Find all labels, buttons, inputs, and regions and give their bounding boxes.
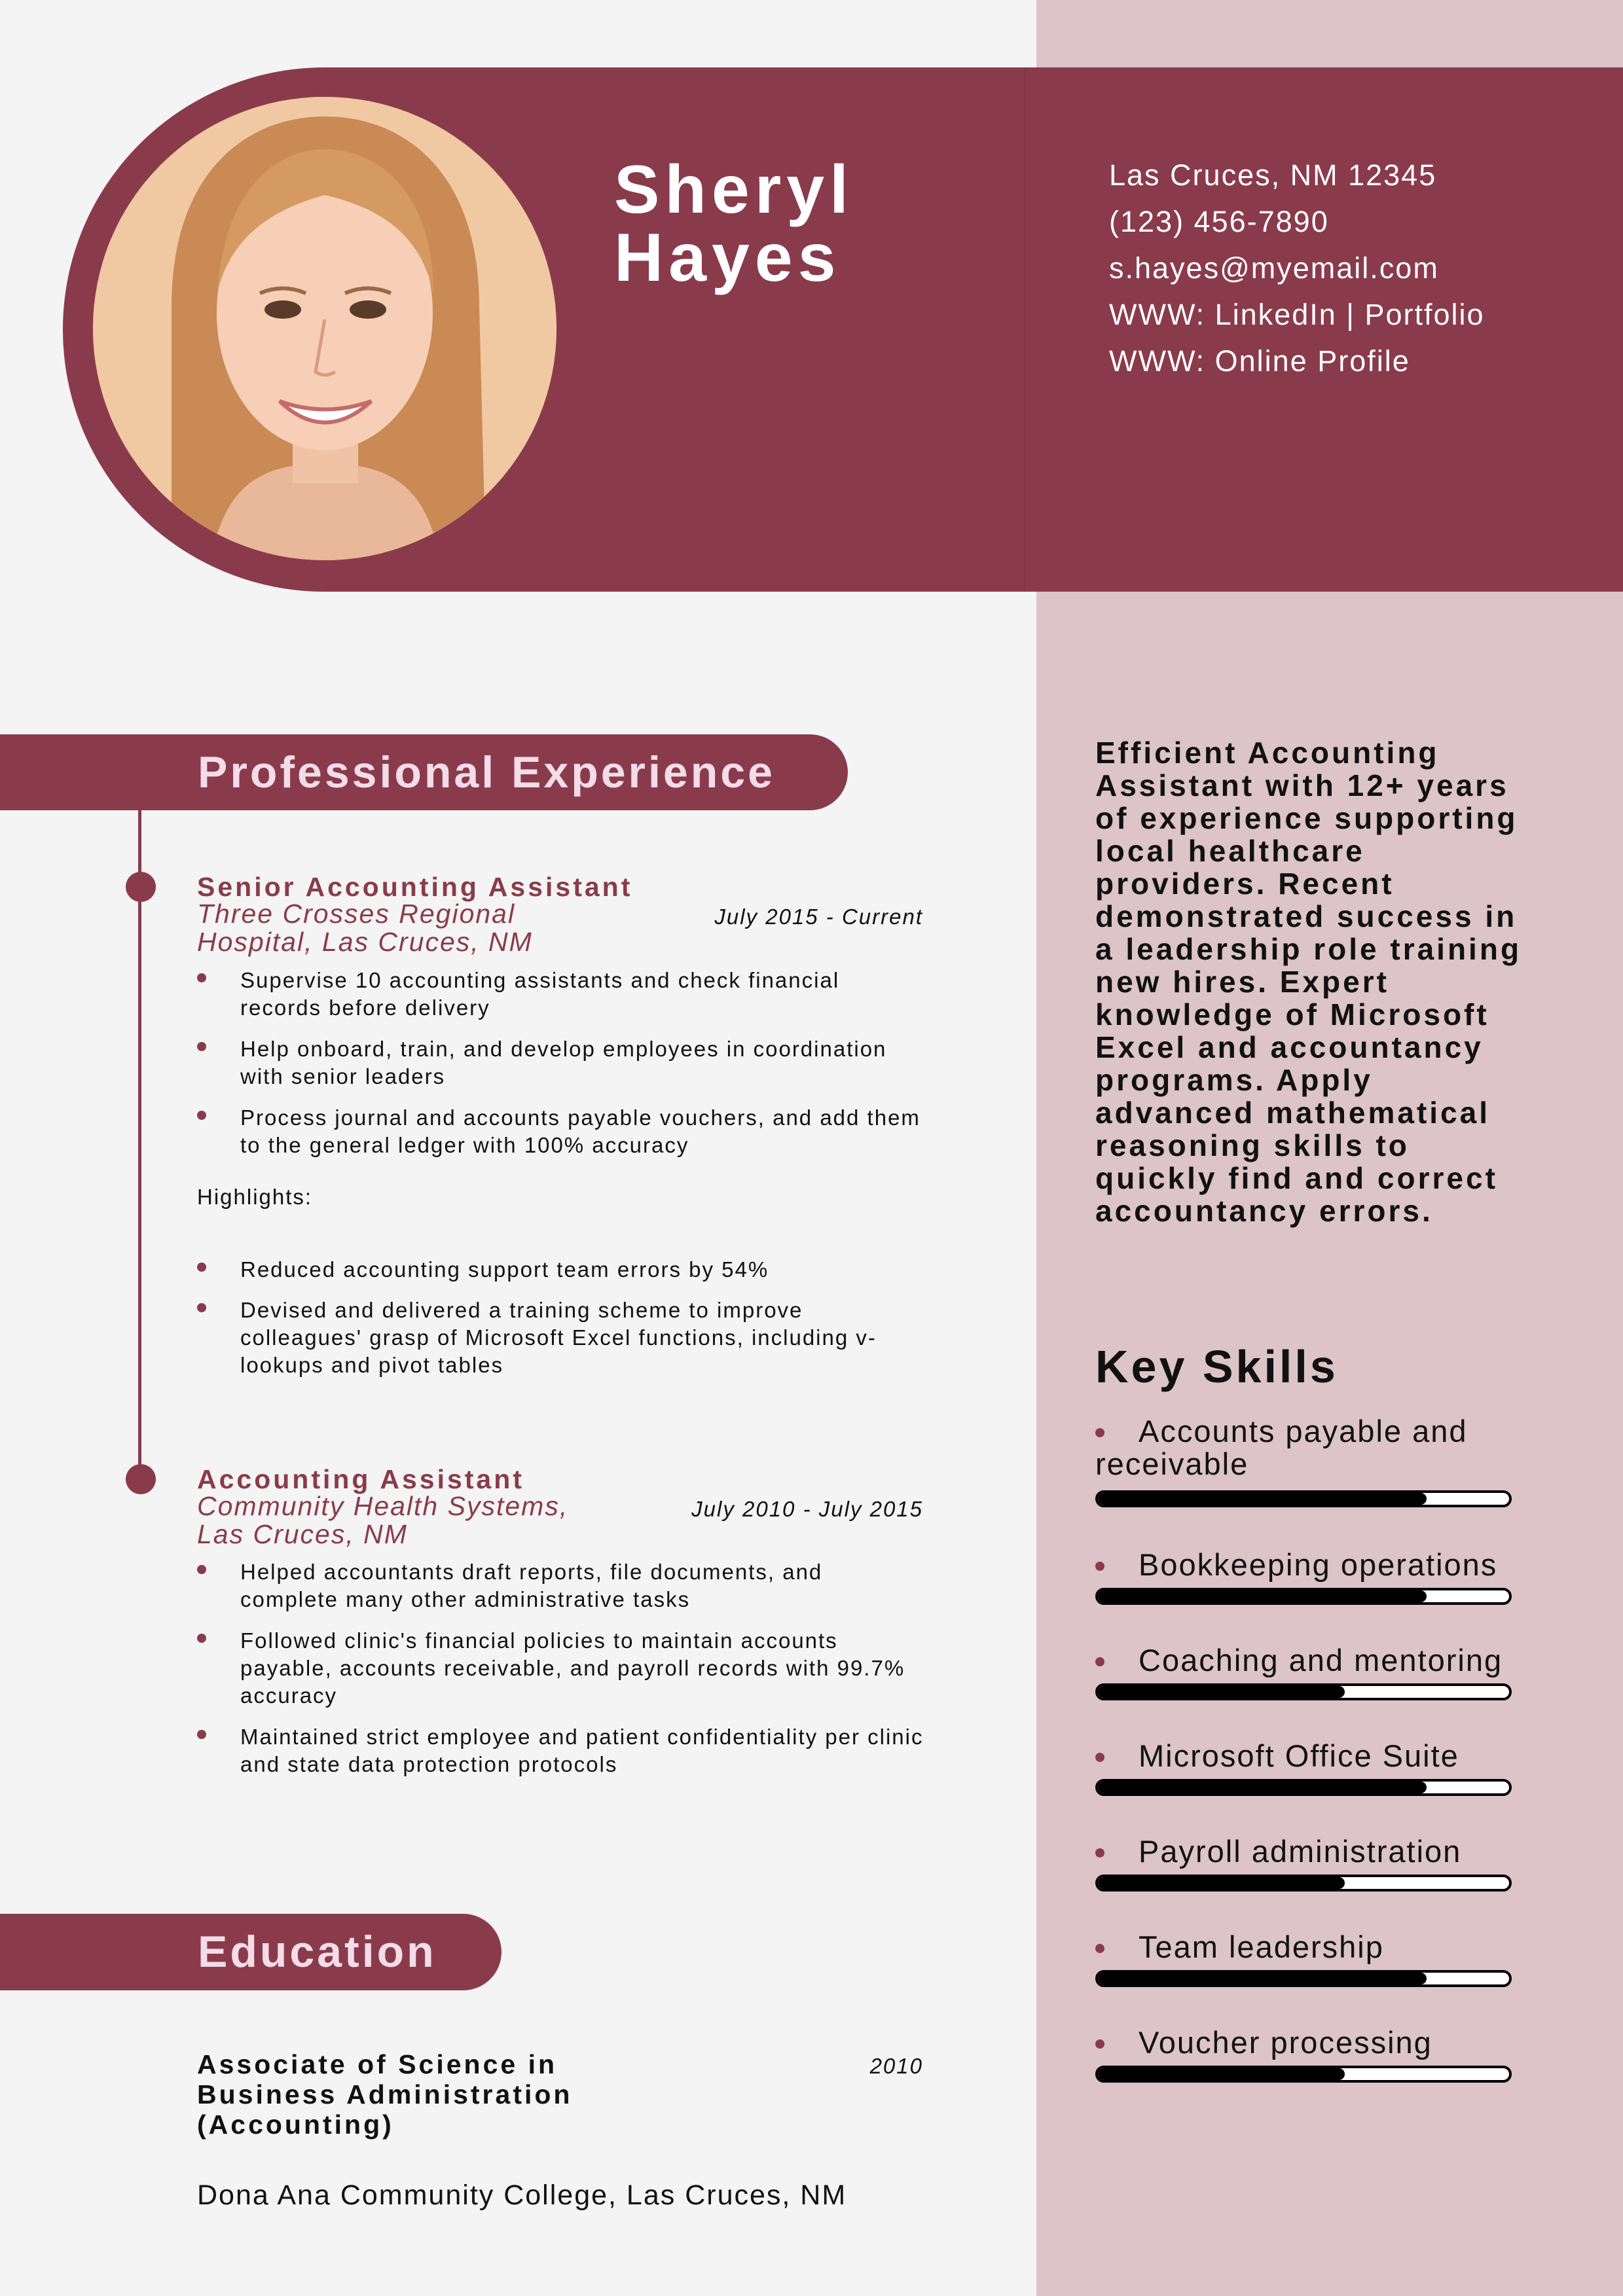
skill-label: Payroll administration <box>1139 1834 1462 1869</box>
skill-level-bar <box>1095 1588 1512 1605</box>
skill-label: Accounts payable and receivable <box>1095 1414 1468 1481</box>
timeline-dot-1 <box>126 872 156 902</box>
contact-links[interactable]: WWW: LinkedIn | Portfolio <box>1109 298 1485 331</box>
bullet-text: Reduced accounting support team errors by 54% <box>240 1257 769 1282</box>
key-skills-heading: Key Skills <box>1095 1341 1338 1392</box>
bullet-text: Maintained strict employee and patient confidentiality per clinic and state data protection protocols <box>240 1725 924 1776</box>
bullet-marker <box>197 1730 206 1739</box>
header-seam <box>1024 67 1026 592</box>
portrait-illustration <box>93 97 556 560</box>
skill-level-bar <box>1095 1970 1512 1987</box>
skill-level-fill <box>1098 1590 1427 1602</box>
skill-level-bar <box>1095 1874 1512 1892</box>
timeline-dot-2 <box>126 1464 156 1494</box>
skill-level-bar <box>1095 1490 1512 1507</box>
profile-photo <box>93 97 556 560</box>
bullet-text: Help onboard, train, and develop employees in coordination with senior leaders <box>240 1037 887 1088</box>
contact-info <box>1109 152 1485 384</box>
bullet-marker <box>197 1111 206 1120</box>
contact-email[interactable]: s.hayes@myemail.com <box>1109 251 1439 285</box>
bullet-marker <box>197 1263 206 1272</box>
skill-label: Coaching and mentoring <box>1139 1643 1503 1677</box>
skill-label: Bookkeeping operations <box>1139 1547 1498 1582</box>
bullet-marker <box>197 1634 206 1643</box>
bullet-marker <box>197 973 206 982</box>
bullet-marker <box>197 1565 206 1574</box>
bullet-marker <box>197 1303 206 1312</box>
bullet-marker <box>197 1042 206 1051</box>
skill-level-fill <box>1098 1782 1427 1793</box>
education-year: 2010 <box>869 2054 923 2078</box>
skill-level-fill <box>1098 1877 1345 1889</box>
education-school: Dona Ana Community College, Las Cruces, NM <box>197 2179 847 2211</box>
bullet-text: Devised and delivered a training scheme to improve colleagues' grasp of Microsoft Excel functions, including v-lookups and pivot tables <box>240 1298 877 1377</box>
highlights-label: Highlights: <box>197 1185 313 1209</box>
skill-level-bar <box>1095 1779 1512 1796</box>
skill-label: Team leadership <box>1139 1929 1384 1964</box>
skill-label: Voucher processing <box>1139 2025 1432 2060</box>
skill-level-fill <box>1098 1686 1345 1698</box>
education-heading <box>0 1914 501 1990</box>
job-dates: July 2010 - July 2015 <box>691 1497 923 1521</box>
skill-level-fill <box>1098 1973 1427 1984</box>
bullet-text: Followed clinic's financial policies to maintain accounts payable, accounts receivable, and payroll records with 99.7% accuracy <box>240 1628 905 1708</box>
skill-level-bar <box>1095 1683 1512 1700</box>
first-name: Sheryl <box>614 152 854 228</box>
skill-level-bar <box>1095 2066 1512 2083</box>
professional-summary: Efficient Accounting Assistant with 12+ years of experience supporting local healthcare providers. Recent demonstrated success in a leadership role training new hires. Expert knowledge of Microsoft Excel and accountancy programs. Apply advanced mathematical reasoning skills to quickly find and correct accountancy errors. <box>1095 736 1522 1228</box>
job-employer: Community Health Systems, Las Cruces, NM <box>197 1491 569 1549</box>
job-dates: July 2015 - Current <box>714 905 923 929</box>
last-name: Hayes <box>614 220 841 296</box>
experience-timeline <box>138 809 141 1479</box>
skill-level-fill <box>1098 1493 1427 1505</box>
skill-level-fill <box>1098 2068 1345 2080</box>
skill-label: Microsoft Office Suite <box>1139 1738 1459 1773</box>
education-heading-text: Education <box>198 1927 437 1977</box>
job-title: Senior Accounting Assistant <box>197 872 633 902</box>
bullet-text: Helped accountants draft reports, file documents, and complete many other administrative tasks <box>240 1560 823 1611</box>
candidate-name <box>614 152 854 296</box>
education-degree: Associate of Science in Business Administration (Accounting) <box>197 2049 573 2140</box>
bullet-text: Supervise 10 accounting assistants and check financial records before delivery <box>240 968 840 1020</box>
contact-online-profile[interactable]: WWW: Online Profile <box>1109 344 1410 378</box>
contact-phone: (123) 456-7890 <box>1109 205 1329 238</box>
job-title: Accounting Assistant <box>197 1464 524 1494</box>
experience-heading <box>0 734 848 810</box>
experience-heading-text: Professional Experience <box>198 747 775 797</box>
job-employer: Three Crosses Regional Hospital, Las Cruces, NM <box>197 899 533 957</box>
contact-address: Las Cruces, NM 12345 <box>1109 158 1437 192</box>
bullet-text: Process journal and accounts payable vouchers, and add them to the general ledger with 100% accuracy <box>240 1105 921 1157</box>
